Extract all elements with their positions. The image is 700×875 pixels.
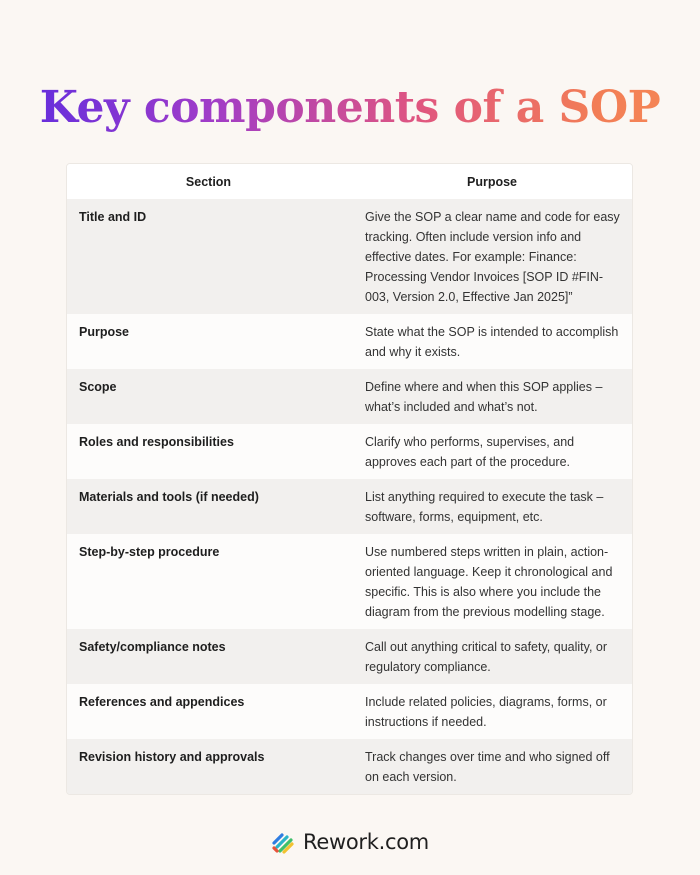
column-header-section: Section: [67, 164, 350, 199]
table-row: [67, 314, 633, 369]
section-cell: Roles and responsibilities: [79, 435, 234, 449]
table-row: [67, 684, 633, 739]
table-row: [67, 479, 633, 534]
section-cell: Materials and tools (if needed): [79, 490, 259, 504]
section-cell: Title and ID: [79, 210, 147, 224]
table-row: [67, 534, 633, 629]
sop-components-table: [66, 163, 633, 795]
purpose-cell: Include related policies, diagrams, forms, or instructions if needed.: [365, 695, 607, 729]
section-cell: Revision history and approvals: [79, 750, 265, 764]
table-header-row: [67, 164, 633, 199]
section-cell: Step-by-step procedure: [79, 545, 220, 559]
page-title: Key components of a SOP: [0, 78, 700, 138]
purpose-cell: List anything required to execute the task – software, forms, equipment, etc.: [365, 490, 604, 524]
table-row: [67, 199, 633, 314]
purpose-cell: Track changes over time and who signed off on each version.: [365, 750, 610, 784]
section-cell: Purpose: [79, 325, 130, 339]
column-header-purpose: Purpose: [350, 164, 633, 199]
purpose-cell: Define where and when this SOP applies – what’s included and what’s not.: [365, 380, 603, 414]
footer-brand: [0, 830, 700, 854]
table-row: [67, 369, 633, 424]
purpose-cell: Call out anything critical to safety, quality, or regulatory compliance.: [365, 640, 608, 674]
purpose-cell: State what the SOP is intended to accomplish and why it exists.: [365, 325, 619, 359]
purpose-cell: Clarify who performs, supervises, and approves each part of the procedure.: [365, 435, 575, 469]
table-row: [67, 629, 633, 684]
section-cell: Safety/compliance notes: [79, 640, 226, 654]
purpose-cell: Give the SOP a clear name and code for easy tracking. Often include version info and effective dates. For example: Finance: Processing Vendor Invoices [SOP ID #FIN-003, Version 2.0, Effective Jan 2025]”: [365, 210, 620, 304]
table-row: [67, 424, 633, 479]
brand-name: Rework.com: [303, 830, 429, 854]
section-cell: References and appendices: [79, 695, 245, 709]
rework-logo-icon: [271, 830, 295, 854]
section-cell: Scope: [79, 380, 117, 394]
table-row: [67, 739, 633, 794]
purpose-cell: Use numbered steps written in plain, action-oriented language. Keep it chronological and specific. This is also where you include the diagram from the previous modelling stage.: [365, 545, 613, 619]
